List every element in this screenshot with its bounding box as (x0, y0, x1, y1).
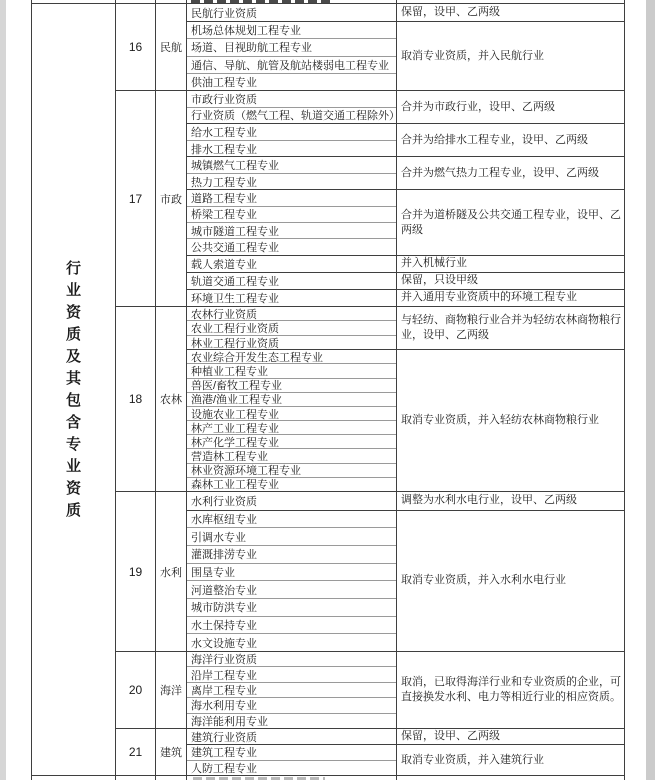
result-text: 与轻纺、商物粮行业合并为轻纺农林商物粮行业，设甲、乙两级 (401, 314, 621, 342)
specialty-cell: 城镇燃气工程专业 (187, 157, 396, 174)
specialty-cell: 民航行业资质 (191, 7, 257, 20)
group-row (187, 745, 624, 775)
specialty-cell: 水利行业资质 (191, 495, 257, 508)
result-cell (397, 290, 624, 306)
specialty-cell: 离岸工程专业 (187, 683, 396, 698)
result-text: 调整为水利水电行业，设甲、乙两级 (401, 494, 577, 507)
specialty-list (187, 290, 397, 306)
result-text: 取消专业资质，并入民航行业 (401, 49, 544, 62)
result-text: 保留，设甲、乙两级 (401, 730, 500, 742)
specialty-list (187, 307, 397, 349)
industry-qualification-vertical-label: 行业资质及其包含专业资质 (65, 259, 81, 519)
specialty-cell: 公共交通工程专业 (191, 242, 279, 255)
group-row (187, 729, 624, 745)
specialty-cell: 建筑工程专业 (187, 745, 396, 761)
result-cell (397, 729, 624, 744)
specialty-list (187, 256, 397, 272)
specialty-cell: 海水利用专业 (187, 698, 396, 713)
result-cell (397, 273, 624, 289)
specialty-cell: 机场总体规划工程专业 (187, 22, 396, 39)
specialty-cell: 灌溉排涝专业 (187, 546, 396, 564)
top-clipped-specialty-cell (187, 0, 397, 3)
section-industry: 水利 (156, 492, 187, 651)
specialty-cell: 场道、目视助航工程专业 (187, 39, 396, 56)
specialty-list (187, 157, 397, 189)
specialty-cell: 热力工程专业 (191, 176, 257, 189)
result-text: 保留，设甲、乙两级 (401, 6, 500, 18)
specialty-list (187, 4, 397, 21)
section-row-16 (116, 4, 624, 91)
section-industry: 民航 (156, 4, 187, 90)
result-cell (397, 124, 624, 156)
specialty-list (187, 22, 397, 90)
section-groups (187, 307, 624, 491)
section-industry: 建筑 (156, 729, 187, 775)
specialty-cell: 水库枢纽专业 (187, 511, 396, 529)
group-row (187, 157, 624, 190)
section-row-17 (116, 91, 624, 307)
specialty-cell: 建筑行业资质 (191, 731, 257, 744)
group-row (187, 307, 624, 350)
result-cell (397, 307, 624, 349)
group-row (187, 22, 624, 90)
result-cell (397, 350, 624, 491)
qualification-table (31, 0, 625, 780)
bottom-clipped-result-cell (397, 776, 624, 780)
specialty-cell: 林业资源环境工程专业 (187, 464, 396, 478)
clipped-text-fragment (191, 0, 333, 3)
specialty-cell: 引调水专业 (187, 528, 396, 546)
result-cell (397, 4, 624, 21)
group-row (187, 492, 624, 511)
specialty-list (187, 124, 397, 156)
specialty-cell: 农林行业资质 (187, 307, 396, 321)
specialty-list (187, 492, 397, 510)
section-row-19 (116, 492, 624, 652)
specialty-cell: 环境卫生工程专业 (191, 292, 279, 305)
result-text: 并入机械行业 (401, 257, 467, 270)
section-number: 17 (116, 91, 156, 306)
result-cell (397, 492, 624, 510)
bottom-clipped-row (32, 776, 624, 780)
group-row (187, 511, 624, 651)
specialty-cell: 行业资质（燃气工程、轨道交通工程除外） (191, 110, 400, 123)
section-groups (187, 91, 624, 306)
specialty-cell: 种植业工程专业 (187, 364, 396, 378)
section-number: 21 (116, 729, 156, 775)
specialty-cell: 渔港/渔业工程专业 (187, 393, 396, 407)
bottom-clipped-number-cell (116, 776, 156, 780)
result-text: 取消，已取得海洋行业和专业资质的企业，可直接换发水利、电力等相近行业的相应资质。 (401, 676, 621, 703)
group-row (187, 350, 624, 491)
page-left-edge (0, 0, 6, 780)
specialty-list (187, 273, 397, 289)
section-number: 16 (116, 4, 156, 90)
specialty-cell: 林业工程行业资质 (191, 337, 279, 350)
specialty-cell: 给水工程专业 (187, 124, 396, 141)
specialty-cell: 城市隧道工程专业 (187, 223, 396, 239)
section-industry: 农林 (156, 307, 187, 491)
page-right-edge (646, 0, 655, 780)
specialty-cell: 设施农业工程专业 (187, 407, 396, 421)
specialty-list (187, 511, 397, 651)
section-groups (187, 729, 624, 775)
bottom-clipped-label-cell (32, 776, 116, 780)
section-number: 18 (116, 307, 156, 491)
specialty-cell: 水土保持专业 (187, 617, 396, 635)
specialty-cell: 供油工程专业 (191, 76, 257, 89)
result-cell (397, 22, 624, 90)
result-cell (397, 745, 624, 775)
result-text: 取消专业资质，并入水利水电行业 (401, 574, 566, 587)
result-cell (397, 256, 624, 272)
specialty-cell: 海洋行业资质 (187, 652, 396, 667)
specialty-cell: 农业工程行业资质 (187, 321, 396, 335)
group-row (187, 91, 624, 124)
sections (116, 4, 624, 775)
result-text: 合并为给排水工程专业，设甲、乙两级 (401, 133, 588, 146)
result-cell (397, 190, 624, 254)
specialty-cell: 人防工程专业 (191, 762, 257, 775)
specialty-list (187, 652, 397, 728)
specialty-cell: 沿岸工程专业 (187, 667, 396, 682)
specialty-cell: 桥梁工程专业 (187, 207, 396, 223)
specialty-cell: 围垦专业 (187, 564, 396, 582)
specialty-list (187, 745, 397, 775)
section-groups (187, 492, 624, 651)
group-row (187, 652, 624, 728)
group-row (187, 124, 624, 157)
group-row (187, 256, 624, 273)
result-cell (397, 157, 624, 189)
result-text: 并入通用专业资质中的环境工程专业 (401, 291, 577, 304)
specialty-cell: 河道整治专业 (187, 581, 396, 599)
specialty-list (187, 91, 400, 123)
specialty-cell: 营造林工程专业 (187, 449, 396, 463)
section-groups (187, 4, 624, 90)
section-row-21 (116, 729, 624, 775)
specialty-cell: 市政行业资质 (187, 91, 396, 108)
bottom-clipped-industry-cell (156, 776, 187, 780)
result-text: 合并为道桥隧及公共交通工程专业，设甲、乙两级 (401, 208, 621, 236)
group-row (187, 4, 624, 22)
specialty-cell: 兽医/畜牧工程专业 (187, 379, 396, 393)
section-industry: 海洋 (156, 652, 187, 728)
specialty-list (187, 729, 397, 744)
section-industry: 市政 (156, 91, 187, 306)
table-body (32, 3, 624, 776)
result-cell (397, 91, 624, 123)
section-row-20 (116, 652, 624, 729)
group-row (187, 190, 624, 255)
specialty-cell: 通信、导航、航管及航站楼弱电工程专业 (187, 57, 396, 74)
result-cell (397, 511, 624, 651)
specialty-list (187, 350, 397, 491)
specialty-list (187, 190, 397, 254)
result-text: 保留，只设甲级 (401, 274, 478, 287)
result-text: 取消专业资质，并入建筑行业 (401, 753, 544, 766)
specialty-cell: 载人索道专业 (191, 258, 257, 271)
group-row (187, 290, 624, 306)
specialty-cell: 森林工业工程专业 (191, 479, 279, 492)
group-row (187, 273, 624, 290)
bottom-clipped-specialty-cell (187, 776, 397, 780)
specialty-cell: 城市防洪专业 (187, 599, 396, 617)
specialty-cell: 轨道交通工程专业 (191, 275, 279, 288)
row-group-header-cell (32, 4, 116, 775)
specialty-cell: 排水工程专业 (191, 143, 257, 156)
section-number: 19 (116, 492, 156, 651)
result-cell (397, 652, 624, 728)
specialty-cell: 林产化学工程专业 (187, 435, 396, 449)
specialty-cell: 水文设施专业 (191, 637, 257, 650)
specialty-cell: 道路工程专业 (187, 190, 396, 206)
section-number: 20 (116, 652, 156, 728)
section-row-18 (116, 307, 624, 492)
section-groups (187, 652, 624, 728)
result-text: 合并为市政行业，设甲、乙两级 (401, 100, 555, 113)
result-text: 合并为燃气热力工程专业，设甲、乙两级 (401, 166, 599, 179)
result-text: 取消专业资质，并入轻纺农林商物粮行业 (401, 414, 599, 427)
specialty-cell: 海洋能利用专业 (191, 715, 268, 728)
specialty-cell: 农业综合开发生态工程专业 (187, 350, 396, 364)
specialty-cell: 林产工业工程专业 (187, 421, 396, 435)
